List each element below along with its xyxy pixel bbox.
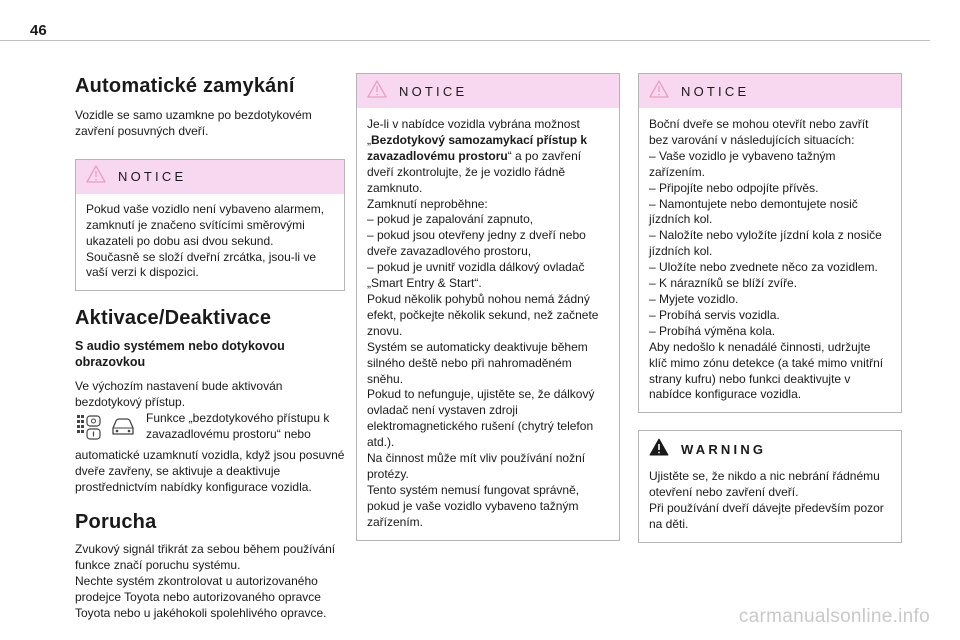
function-text-a: Funkce „bezdotykového přístupu k zavazadlovému prostoru“ nebo xyxy=(146,411,330,442)
car-icon xyxy=(109,413,137,448)
notice-text: Pokud vaše vozidlo není vybaveno alarmem, zamknutí je značeno svítícími směrovými ukazateli po dobu asi dvou sekund. Současně se složí dveřní zrcátka, jsou-li ve vaší verzi k dispozici. xyxy=(86,201,325,280)
warning-triangle-outline-icon xyxy=(86,165,106,188)
warning-header xyxy=(639,431,901,467)
notice-text-a: Je-li v nabídce vozidla vybrána možnost „ xyxy=(367,117,580,147)
warning-triangle-filled-icon xyxy=(649,438,669,461)
settings-menu-icon xyxy=(75,413,103,448)
column-2 xyxy=(356,73,620,541)
header-rule xyxy=(0,40,930,41)
heading-auto-lock: Automatické zamykání xyxy=(75,75,295,97)
heading-activation: Aktivace/Deaktivace xyxy=(75,307,272,330)
notice-box-2 xyxy=(356,73,620,541)
function-text-b: automatické uzamknutí vozidla, když jsou posuvné dveře zavřeny, se aktivuje a deaktivuje prostřednictvím nabídky konfigurace vozidla. xyxy=(75,448,345,494)
notice-header xyxy=(357,74,619,108)
heading-fault: Porucha xyxy=(75,510,157,533)
notice-text-b: “ a po zavření dveří zkontrolujte, že je vozidlo řádně zamknuto. Zamknutí neproběhne: – pokud je zapalování zapnuto, – pokud jsou otevřeny jedny z dveří nebo dveře zavazadlového prostoru, – pokud je uvnitř vozidla dálkový ovladač „Smart Entry & Start“. Pokud několik pohybů nohou nemá žádný efekt, počkejte několik sekund, než začnete znovu. Systém se automaticky deaktivuje během silného deště nebo při nahromaděném sněhu. Pokud to nefunguje, ujistěte se, že dálkový ovladač není vystaven zdroji elektromagnetického rušení (chytrý telefon atd.). Na činnost může mít vliv používání nožní protézy. Tento systém nemusí fungovat správně, pokud je vaše vozidlo vybaveno tažným zařízením. xyxy=(367,148,599,529)
notice-title: NOTICE xyxy=(399,83,468,99)
warning-title: WARNING xyxy=(681,441,767,457)
default-setting-text: Ve výchozím nastavení bude aktivován bezdotykový přístup. xyxy=(75,379,283,410)
column-3 xyxy=(638,73,902,543)
warning-box xyxy=(638,430,902,543)
auto-lock-text: Vozidle se samo uzamkne po bezdotykovém zavření posuvných dveří. xyxy=(75,108,312,138)
notice-title: NOTICE xyxy=(681,83,750,99)
warning-triangle-outline-icon xyxy=(649,80,669,103)
notice-text-bold: Bezdotykový samozamykací přístup k zavazadlovému prostoru xyxy=(367,132,588,163)
watermark: carmanualsonline.info xyxy=(738,606,930,627)
fault-text: Zvukový signál třikrát za sebou během používání funkce značí poruchu systému. Nechte systém zkontrolovat u autorizovaného prodejce Toyota nebo autorizovaného opravce Toyota nebo u jakéhokoli spolehlivého opravce. xyxy=(75,541,336,620)
warning-text: Ujistěte se, že nikdo a nic nebrání řádnému otevření nebo zavření dveří. Při používání dveří dávejte především pozor na děti. xyxy=(649,469,884,532)
page-number: 46 xyxy=(30,22,47,39)
notice-header xyxy=(639,74,901,108)
warning-triangle-outline-icon xyxy=(367,80,387,103)
notice-text xyxy=(357,108,619,540)
notice-header xyxy=(76,160,344,194)
function-row xyxy=(75,411,345,448)
notice-box-1 xyxy=(75,159,345,292)
notice-text: Boční dveře se mohou otevřít nebo zavřít bez varování v následujících situacích: – Vaše vozidlo je vybaveno tažným zařízením. – Připojíte nebo odpojíte přívěs. – Namontujete nebo demontujete nosič jízdních kol. – Naložíte nebo vyložíte jízdní kola z nosiče jízdních kol. – Uložíte nebo zvednete něco za vozidlem. – K nárazníků se blíží zvíře. – Myjete vozidlo. – Probíhá servis vozidla. – Probíhá výměna kola. Aby nedošlo k nenadálé činnosti, udržujte klíč mimo zónu detekce (a také mimo vnitřní strany kufru) nebo funkci deaktivujte v nabídce konfigurace vozidla. xyxy=(649,117,884,402)
column-1 xyxy=(75,73,345,621)
notice-title: NOTICE xyxy=(118,169,187,185)
function-icons xyxy=(75,413,137,448)
notice-box-3 xyxy=(638,73,902,413)
subheading-audio: S audio systémem nebo dotykovou obrazovkou xyxy=(75,339,285,370)
